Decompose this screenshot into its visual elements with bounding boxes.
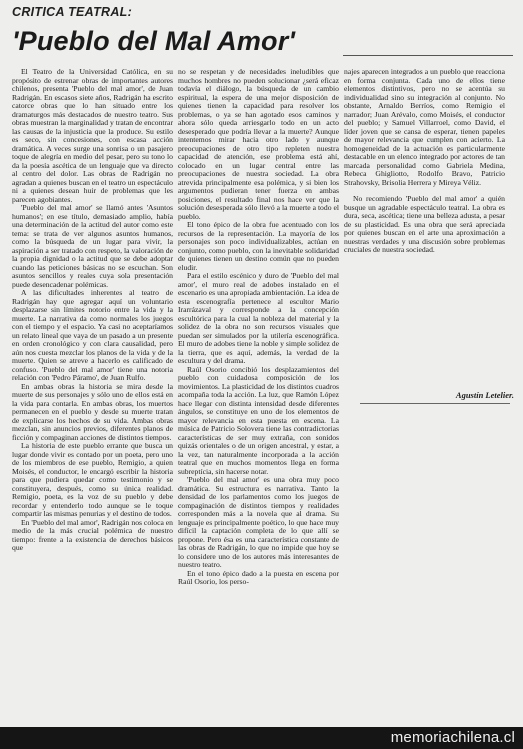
column-3 [344, 68, 505, 388]
paragraph: El tono épico de la obra fue acentuado con los recursos de la representación. La mayoría de los personajes son poco individualizables, actúan en conjunto, como pueblo, con la inevitable solidaridad de quienes tienen un destino común que no pueden eludir. [178, 220, 339, 272]
paragraph: 'Pueblo del mal amor' se llamó antes 'Asuntos humanos'; en ese título, demasiado amplio, había una determinación de la actitud del autor como este tema: se trata de ver algunos asuntos humanos, como la búsqueda de un lugar para vivir, la aspiración a ser tratado con respeto, la valoración de la propia dignidad o la actitud que se debe adoptar cuando las peticiones básicas no se escuchan. Son asuntos sencillos y reales cuya sola presentación puede desencadenar polémicas. [12, 203, 173, 289]
article-title: 'Pueblo del Mal Amor' [12, 26, 296, 56]
paragraph: La historia de este pueblo errante que busca un lugar donde vivir es contado por un poeta, pero uno de los miembros de ese pueblo, Remigio, a quien Moisés, el conductor, le encargó escribir la historia para que pudiera quedar como testimonio y se constituyera, después, como su única realidad. Remigio, poeta, es la voz de su pueblo y debe recordar y entenderlo todo aunque se le toque compartir las mismas penurias y el destino de todos. [12, 441, 173, 518]
paragraph: El Teatro de la Universidad Católica, en su propósito de estrenar obras de importantes autores chilenos, presenta 'Pueblo del mal amor', de Juan Radrigán. En escasos siete años, Radrigán ha escrito catorce obras que lo han situado entre los dramaturgos más destacados de nuestro teatro. Sus obras muestran la marginalidad y tratan de encontrar las causas de la injusticia que la produce. Su estilo es seco, sin concesiones, con escasa acción dramática. A veces surge una sonrisa o un pasajero toque de alegría en medio del pesar, pero su tono lo da la poesía ascética de un lenguaje que va directo al centro del dolor. Las obras de Radrigán no agradan a quienes buscan en el teatro un espectáculo ni a quienes desean huir de problemas que les parecen agobiantes. [12, 68, 173, 204]
paragraph: Para el estilo escénico y duro de 'Pueblo del mal amor', el muro real de adobes instalado en el escenario es una apropiada ambientación. La idea de esta escenografía pertenece al escultor Mario Irarrázaval y corresponde a la concepción escultórica para la cual la nobleza del material y la solidez de la obra no son recursos visuales que puedan ser simulados por la utilería escenográfica. El muro de adobes tiene la noble y simple solidez de la tierra, que es aquí, además, la verdad de la escultura y del drama. [178, 271, 339, 365]
paragraph: En el tono épico dado a la puesta en escena por Raúl Osorio, los perso- [178, 568, 339, 586]
title-rule [343, 55, 513, 56]
paragraph: najes aparecen integrados a un pueblo que reacciona en forma conjunta. Cada uno de ellos tiene elementos distintivos, pero no se acentúa su individualidad sino su integración al conjunto. No obstante, Arnaldo Berríos, como Remigio el narrador; Juan Arévalo, como Moisés, el conductor del pueblo; y Samuel Villarroel, como David, el líder joven que se cansa de esperar, tienen papeles de mayor relevancia que cumplen con acierto. La homogeneidad de la actuación es particularmente destacable en un elenco integrado por actores de tan marcada personalidad como Gabriela Medina, Rebeca Ghigliotto, Rodolfo Bravo, Patricio Strahovsky, Brisolia Herrera y Mireya Véliz. [344, 68, 505, 187]
paragraph: 'Pueblo del mal amor' es una obra muy poco dramática. Su estructura es narrativa. Tanto la densidad de los parlamentos como los juegos de compaginación de distintos tiempos y realidades corresponden más a la novela que al drama. Su lenguaje es principalmente poético, lo que hace muy difícil la captación completa de lo que allí se propone. Pero ésa es una característica constante de las obras de Radrigán, lo que no impide que hoy se lo considere uno de los autores más interesantes de nuestro teatro. [178, 475, 339, 569]
paragraph: En ambas obras la historia se mira desde la muerte de sus personajes y sólo uno de ellos está en la vida para contarla. En ambas obras, los muertos permanecen en el pueblo y desde su muerte tratan de explicarse los hechos de su vida. Ambas obras mezclan, sin anuncios previos, diferentes planos de ficción y compaginan acciones de distintos tiempos. [12, 381, 173, 442]
watermark[interactable]: memoriachilena.cl [390, 729, 515, 746]
kicker: CRITICA TEATRAL: [12, 5, 133, 19]
paragraph: En 'Pueblo del mal amor', Radrigán nos coloca en medio de la más crucial polémica de nuestro tiempo: frente a la existencia de derechos básicos que [12, 517, 173, 552]
paragraph: A las dificultades inherentes al teatro de Radrigán hay que agregar aquí un voluntario desplazarse sin límites notorio entre la vida y la muerte. La narrativa da como normales los juegos con el tiempo y el espacio. Ya casi no aceptaríamos un relato lineal que vaya de un pasado a un presente en orden cronológico y con clara causalidad, pero aún nos cuesta mezclar los planos de la vida y de la muerte. Quien se atreve a hacerlo es calificado de confuso. 'Pueblo del mal amor' tiene una notoria relación con 'Pedro Páramo', de Juan Rulfo. [12, 288, 173, 382]
signature-rule [360, 403, 510, 404]
paragraph: no se respetan y de necesidades ineludibles que muchos hombres no pueden solucionar ¿será eficaz todavía el diálogo, la búsqueda de un cambio espiritual, la espera de una mejor disposición de quienes tienen la capacidad para resolver los problemas, o ya se han agotado esos caminos y ahora sólo queda arriesgarlo todo en un acto desesperado que podría llevar a la muerte? Aunque intentemos mirar hacia otro lado y aunque preocupaciones de otro tipo repleten nuestra capacidad de atención, ese problema está ahí, colocado en un lugar central entre las preocupaciones de nuestra sociedad. La obra atrevida principalmente esa polémica, y si bien los argumentos pudieran tener fuerza en ambas posiciones, el resultado final nos hace ver que la solución desesperada sólo llevó a la muerte a todo el pueblo. [178, 68, 339, 221]
column-1 [12, 68, 173, 726]
paragraph: No recomiendo 'Pueblo del mal amor' a quién busque un agradable espectáculo teatral. La obra es dura, seca, ascética; tiene una belleza adusta, a pesar de su plasticidad. Es una obra que será apreciada por quienes buscan en el arte una aproximación a nuestras verdades y una discusión sobre problemas cruciales de nuestra sociedad. [344, 194, 505, 254]
paragraph: Raúl Osorio concibió los desplazamientos del pueblo con cuidadosa composición de los movimientos. La plasticidad de los distintos cuadros acompaña toda la acción. La luz, que Ramón López hace llegar con distinta intensidad desde diferentes ángulos, se constituye en uno de los elementos de mayor relevancia en esta puesta en escena. La música de Patricio Solovera tiene las contradictorias características de ser muy extraña, con sonidos quizás orientales o de un origen ancestral, y estar, a la vez, tan naturalmente incorporada a la acción teatral que en muchos momentos llega en forma subreptícia, sin hacerse notar. [178, 364, 339, 476]
column-2 [178, 68, 339, 726]
author-signature: Agustín Letelier. [455, 390, 514, 400]
